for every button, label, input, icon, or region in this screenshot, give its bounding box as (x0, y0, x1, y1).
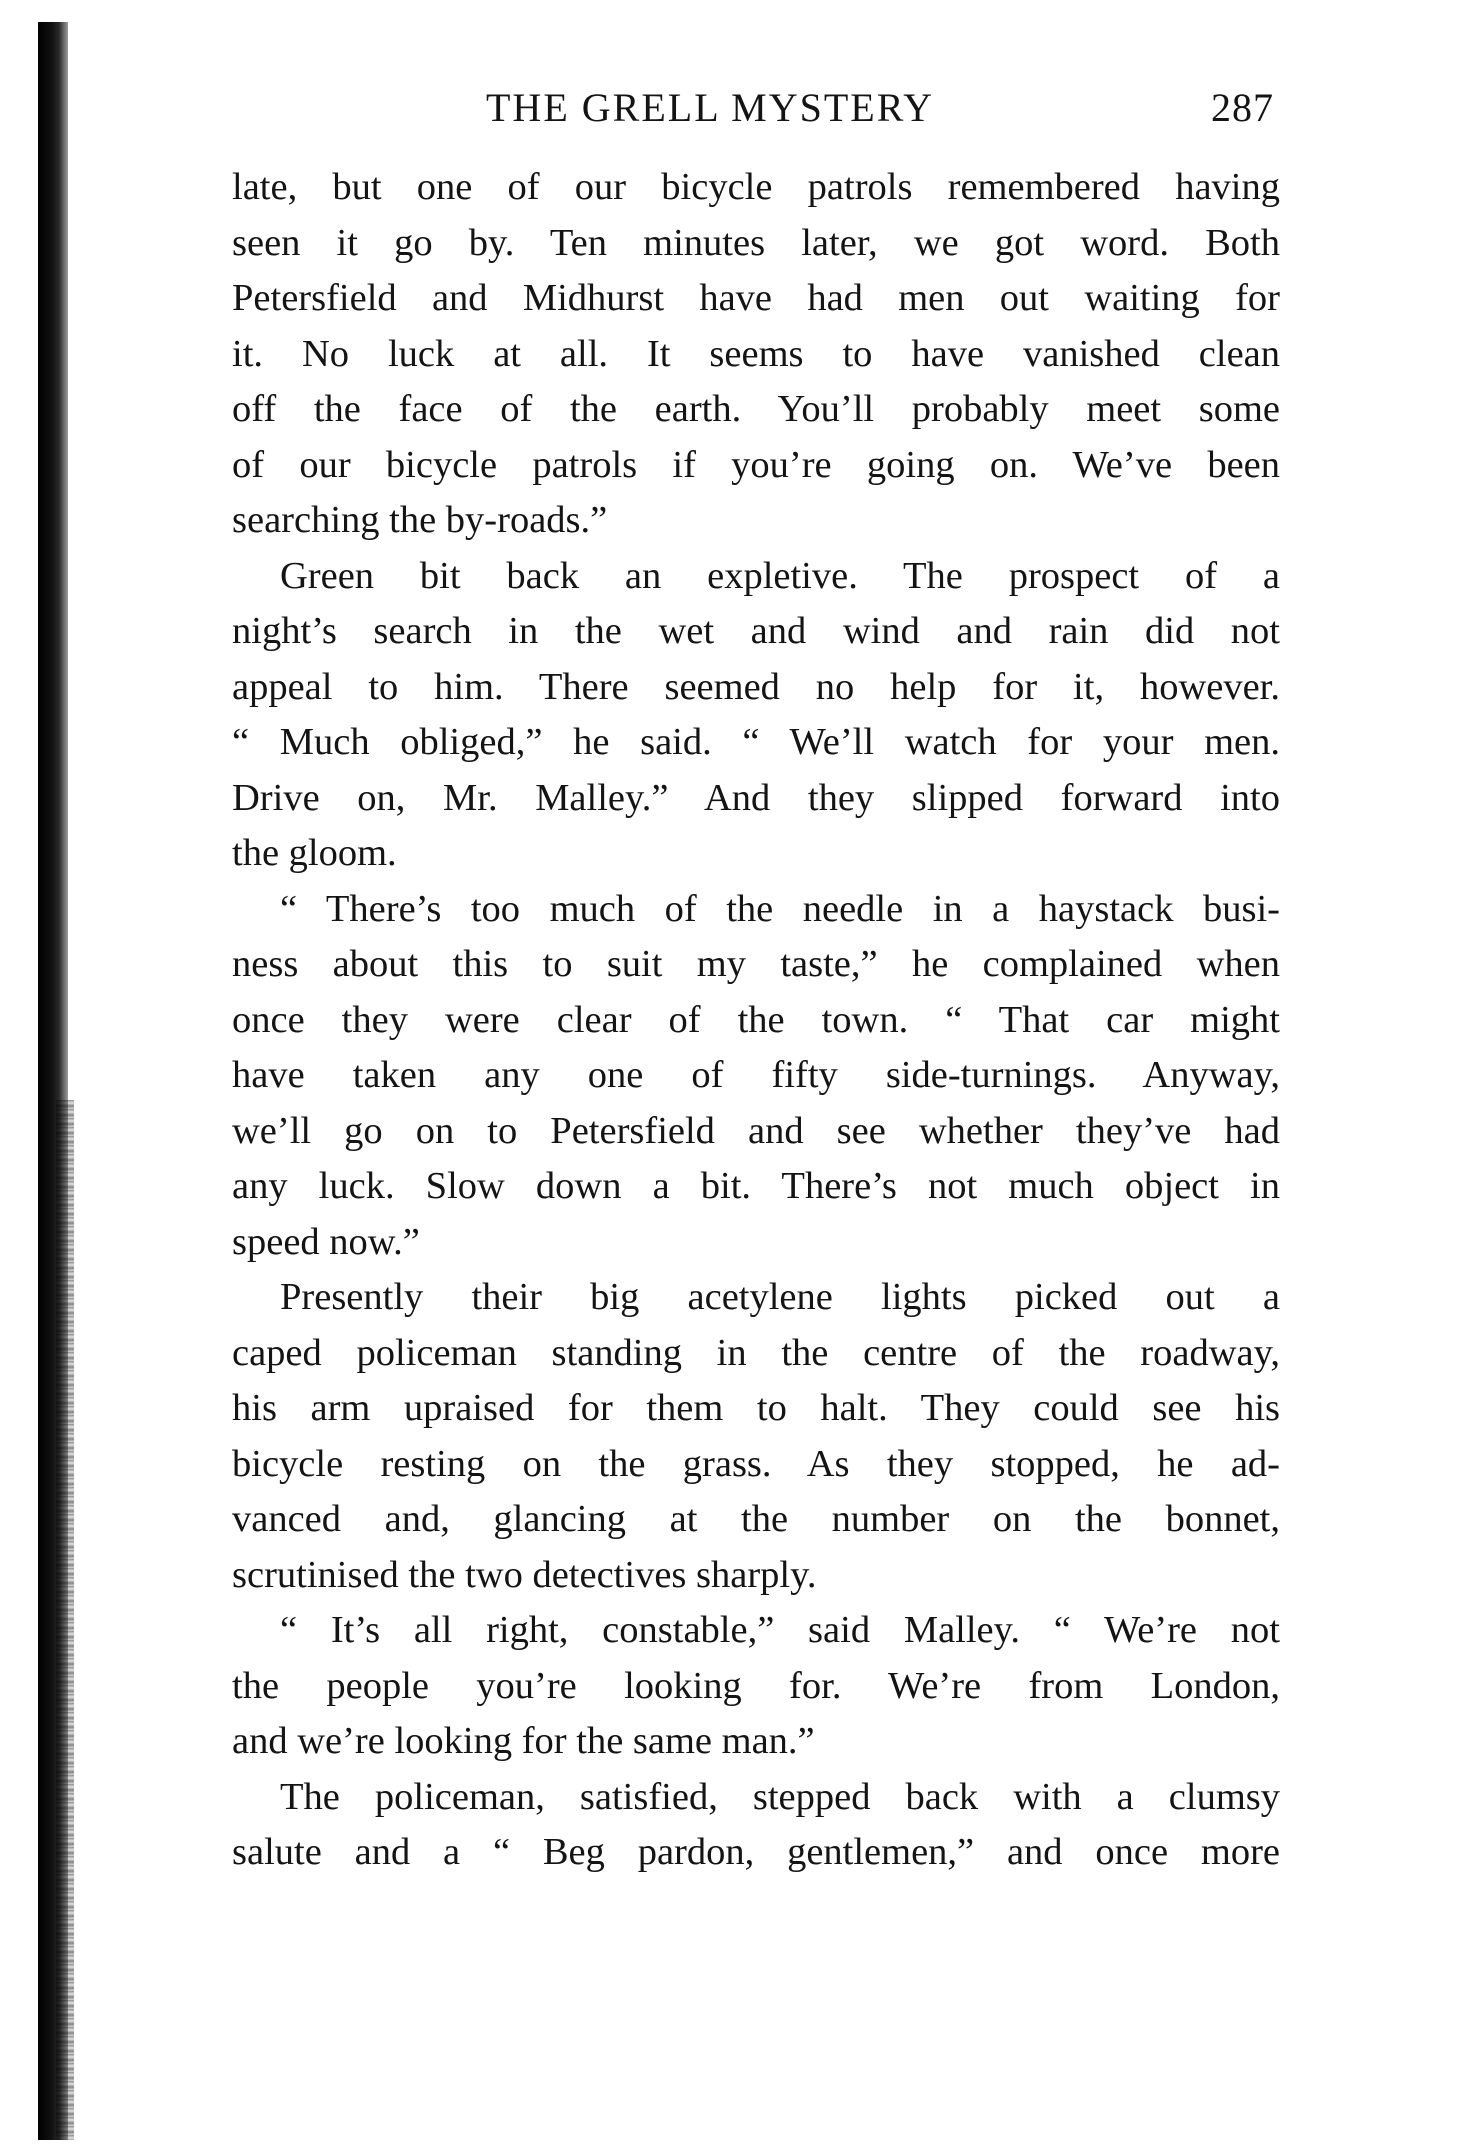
text-line: it. No luck at all. It seems to have vanished clean (232, 332, 1280, 375)
text-line: Petersfield and Midhurst have had men out waiting for (232, 277, 1280, 319)
paragraph (232, 549, 1280, 882)
text-line: any luck. Slow down a bit. There’s not much object in (232, 1165, 1280, 1207)
body-text (232, 160, 1280, 1881)
text-line: caped policeman standing in the centre of the roadway, (232, 1331, 1280, 1374)
paragraph (232, 1270, 1280, 1603)
paragraph (232, 160, 1280, 549)
text-line: late, but one of our bicycle patrols remembered having (232, 166, 1280, 208)
text-line: speed now.” (232, 1220, 420, 1263)
text-line: salute and a “ Beg pardon, gentlemen,” and once more (232, 1831, 1280, 1873)
text-line: The policeman, satisfied, stepped back with a clumsy (280, 1775, 1280, 1818)
text-line: Drive on, Mr. Malley.” And they slipped forward into (232, 776, 1280, 819)
binding-speckle (56, 1100, 74, 2140)
paragraph (232, 1603, 1280, 1770)
text-line: “ It’s all right, constable,” said Malley. “ We’re not (280, 1609, 1280, 1651)
text-line: and we’re looking for the same man.” (232, 1720, 815, 1762)
text-line: seen it go by. Ten minutes later, we got word. Both (232, 221, 1280, 264)
text-line: off the face of the earth. You’ll probably meet some (232, 388, 1280, 430)
text-line: once they were clear of the town. “ That car might (232, 998, 1280, 1041)
text-line: night’s search in the wet and wind and rain did not (232, 610, 1280, 652)
text-line: the people you’re looking for. We’re from London, (232, 1664, 1280, 1707)
text-line: “ Much obliged,” he said. “ We’ll watch for your men. (232, 721, 1280, 763)
text-line: of our bicycle patrols if you’re going on. We’ve been (232, 443, 1280, 486)
text-line: vanced and, glancing at the number on the bonnet, (232, 1498, 1280, 1540)
text-line: scrutinised the two detectives sharply. (232, 1553, 817, 1596)
text-line: the gloom. (232, 832, 397, 874)
text-line: bicycle resting on the grass. As they stopped, he ad- (232, 1442, 1280, 1485)
paragraph (232, 882, 1280, 1271)
page-number: 287 (1211, 85, 1274, 130)
text-line: we’ll go on to Petersfield and see whether they’ve had (232, 1109, 1280, 1152)
book-page (232, 80, 1280, 1881)
running-head (232, 80, 1280, 144)
text-line: ness about this to suit my taste,” he complained when (232, 943, 1280, 985)
text-line: Presently their big acetylene lights picked out a (280, 1276, 1280, 1318)
text-line: appeal to him. There seemed no help for it, however. (232, 665, 1280, 708)
running-title: THE GRELL MYSTERY (486, 85, 935, 130)
text-line: have taken any one of fifty side-turnings. Anyway, (232, 1054, 1280, 1096)
text-line: his arm upraised for them to halt. They could see his (232, 1387, 1280, 1429)
text-line: Green bit back an expletive. The prospect of a (280, 554, 1280, 597)
text-line: searching the by-roads.” (232, 499, 608, 541)
text-line: “ There’s too much of the needle in a haystack busi- (280, 887, 1280, 930)
paragraph (232, 1770, 1280, 1881)
